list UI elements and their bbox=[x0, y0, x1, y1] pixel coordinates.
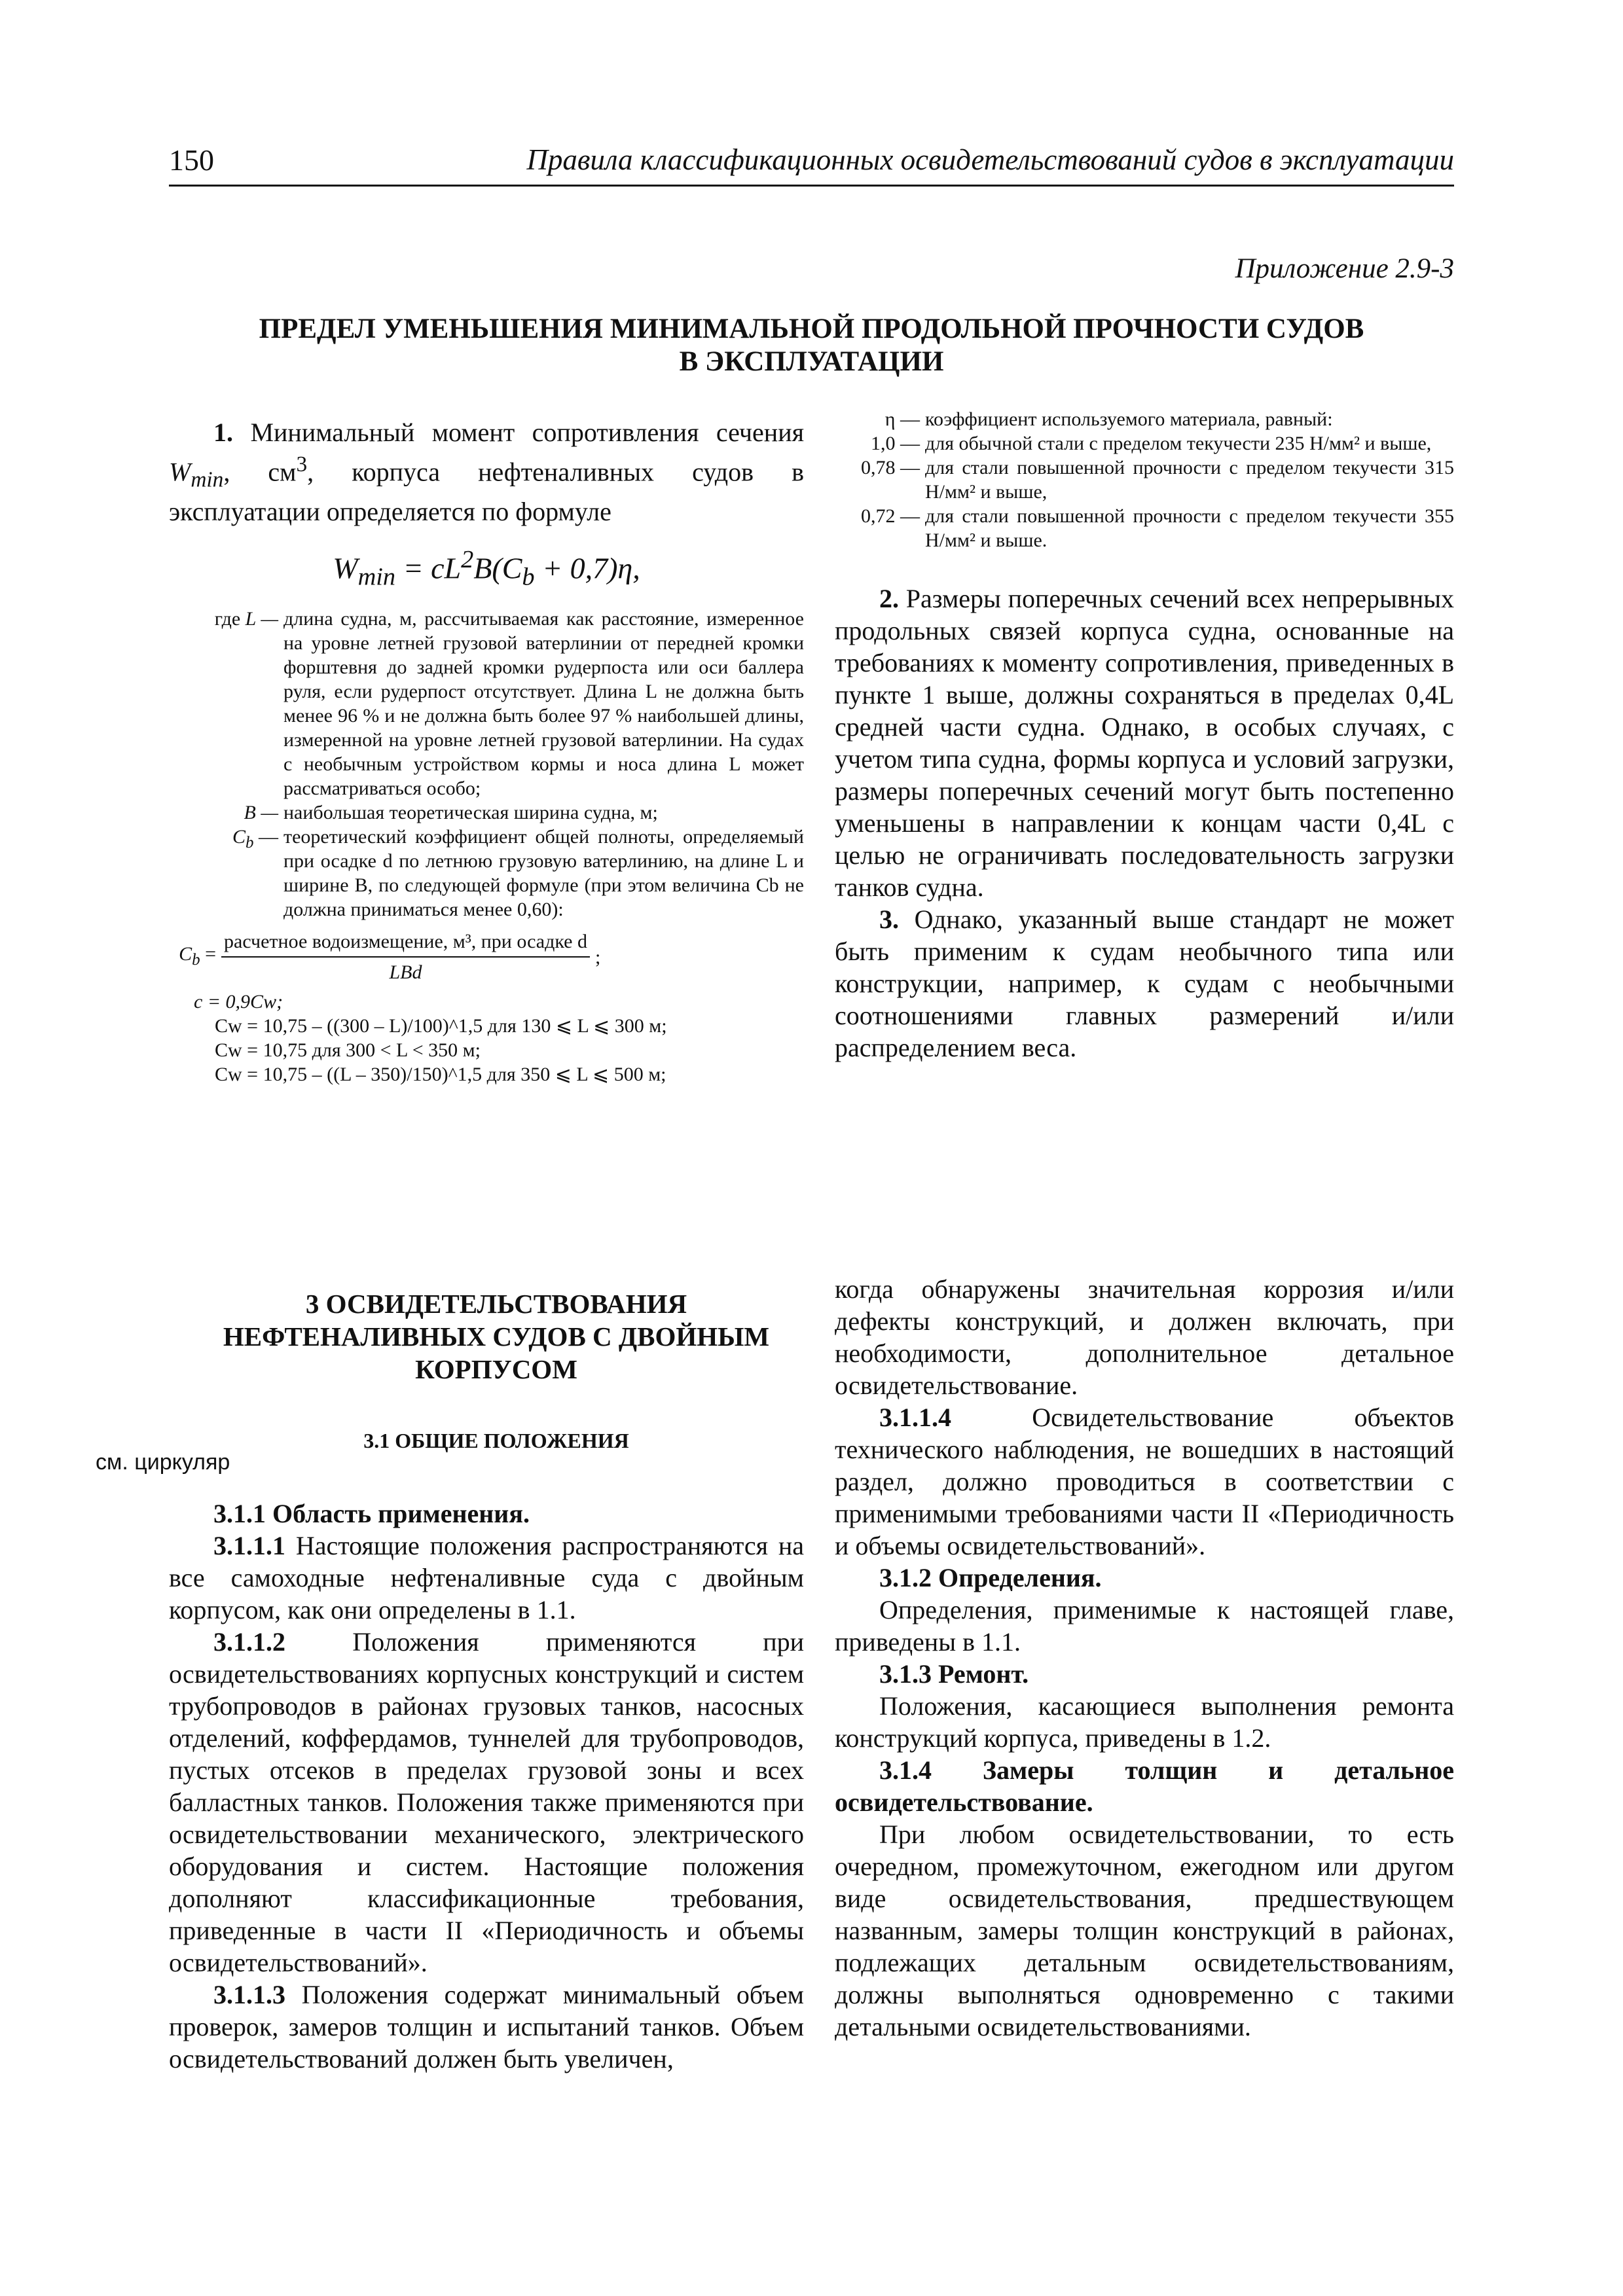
para-3-1-1-3: 3.1.1.3 Положения содержат минимальный объем проверок, замеров толщин и испытаний танков. Объем освидетельствований должен быть увеличен, bbox=[169, 1980, 804, 2073]
cw-formula-3: Cw = 10,75 – ((L – 350)/150)^1,5 для 350 ⩽ L ⩽ 500 м; bbox=[215, 1064, 666, 1085]
definition-eta-1: 1,0 — для обычной стали с пределом текучести 235 Н/мм² и выше, bbox=[871, 433, 1432, 454]
appendix-para-3: 3. Однако, указанный выше стандарт не может быть применим к судам необычного типа или конструкции, например, к судам с необычными соотношениями главных размерений и/или распределением веса. bbox=[835, 905, 1454, 1062]
definition-eta-072: 0,72 — для стали повышенной прочности с пределом текучести 355 Н/мм² и выше. bbox=[861, 505, 1454, 551]
definition-eta: η — коэффициент используемого материала, равный: bbox=[884, 408, 1333, 430]
section-3-1-title: 3.1 ОБЩИЕ ПОЛОЖЕНИЯ bbox=[363, 1429, 629, 1452]
heading-3-1-2: 3.1.2 Определения. bbox=[879, 1563, 1102, 1592]
para-3-1-1-2: 3.1.1.2 Положения применяются при освидетельствованиях корпусных конструкций и систем трубопроводов в районах грузовых танков, насосных отделений, коффердамов, туннелей для трубопроводов, пустых отсеков в пределах грузовой зоны и всех балластных танков. Положения также применяются при освидетельствовании механического, электрического оборудования и систем. Настоящие положения дополняют классификационные требования, приведенные в части II «Периодичность и объемы освидетельствований». bbox=[169, 1627, 805, 1977]
running-title: Правила классификационных освидетельствований судов в эксплуатации bbox=[526, 143, 1454, 176]
eta-definitions bbox=[835, 407, 1454, 552]
appendix-para-2: 2. Размеры поперечных сечений всех непрерывных продольных связей корпуса судна, основанные на требованиях к моменту сопротивления, приведенных в пункте 1 выше, должны сохраняться в пределах 0,4L средней части судна. Однако, в особых случаях, с учетом типа судна, формы корпуса и условий загрузки, размеры поперечных сечений могут быть постепенно уменьшены в направлении к концам части 0,4L с целью не ограничивать последовательность загрузки танков судна. bbox=[835, 584, 1454, 902]
cb-formula: $C_b$ = $\frac{\text{расчетное водоизмещение, м³, при осадке d}}{\text{LBd}}$ ; bbox=[179, 931, 601, 983]
section-3-title: 3 ОСВИДЕТЕЛЬСТВОВАНИЯ НЕФТЕНАЛИВНЫХ СУДОВ С ДВОЙНЫМ КОРПУСОМ bbox=[223, 1289, 770, 1384]
wmin-formula: $W_{min} = cL^2B(C_b + 0,7)\eta$, bbox=[333, 546, 640, 591]
definition-B: B — наибольшая теоретическая ширина судна, м; bbox=[244, 802, 658, 823]
appendix-title bbox=[169, 313, 1454, 378]
appendix-paras-2-3 bbox=[835, 583, 1454, 1064]
definition-Cb: $C_b$ — теоретический коэффициент общей полноты, определяемый при осадке d по летнюю грузовую ватерлинию, на длине L и ширине B, по следующей формуле (при этом величина Cb не должна приниматься менее 0,60): bbox=[232, 826, 804, 920]
appendix-title-line1: ПРЕДЕЛ УМЕНЬШЕНИЯ МИНИМАЛЬНОЙ ПРОДОЛЬНОЙ ПРОЧНОСТИ СУДОВ bbox=[259, 314, 1364, 344]
definitions-list bbox=[169, 607, 804, 1086]
section-3-right-column bbox=[835, 1273, 1454, 2043]
para-3-1-3: Положения, касающиеся выполнения ремонта конструкций корпуса, приведены в 1.2. bbox=[835, 1691, 1454, 1753]
cw-formula-2: Cw = 10,75 для 300 < L < 350 м; bbox=[215, 1039, 481, 1061]
appendix-title-line2: В ЭКСПЛУАТАЦИИ bbox=[679, 346, 944, 377]
definition-eta-078: 0,78 — для стали повышенной прочности с пределом текучести 315 Н/мм² и выше, bbox=[861, 457, 1454, 503]
para-3-1-1-3-cont: когда обнаружены значительная коррозия и/или дефекты конструкций, и должен включать, при необходимости, дополнительное детальное освидетельствование. bbox=[835, 1274, 1454, 1400]
heading-3-1-4: 3.1.4 Замеры толщин и детальное освидетельствование. bbox=[835, 1755, 1454, 1817]
para-3-1-2: Определения, применимые к настоящей главе, приведены в 1.1. bbox=[835, 1595, 1454, 1657]
para-number: 1. bbox=[213, 418, 233, 447]
para-3-1-1-1: 3.1.1.1 Настоящие положения распространяются на все самоходные нефтеналивные суда с двойным корпусом, как они определены в 1.1. bbox=[169, 1531, 804, 1624]
definition-L: где L — длина судна, м, рассчитываемая как расстояние, измеренное на уровне летней грузовой ватерлинии от передней кромки форштевня до задней кромки рудерпоста или оси баллера руля, если рудерпост отсутствует. Длина L не должна быть менее 96 % и не должна быть более 97 % наибольшей длины, измеренной на уровне летней грузовой ватерлинии. На судах с необычным устройством кормы и носа длина L может рассматриваться особо; bbox=[214, 608, 804, 799]
page-number: 150 bbox=[169, 143, 214, 177]
appendix-para-1: 1. Минимальный момент сопротивления сечения $W_{min}$, $см^3$, корпуса нефтеналивных судов в эксплуатации определяется по формуле bbox=[169, 418, 804, 527]
circular-note: см. циркуляр bbox=[96, 1450, 230, 1475]
heading-3-1-1: 3.1.1 Область применения. bbox=[213, 1499, 530, 1528]
para-3-1-4: При любом освидетельствовании, то есть очередном, промежуточном, ежегодном или другом виде освидетельствования, предшествующем названным, замеры толщин конструкций в районах, подлежащих детальным освидетельствованиям, должны выполняться одновременно с такими детальными освидетельствованиями. bbox=[835, 1820, 1454, 2041]
cw-formula-1: Cw = 10,75 – ((300 – L)/100)^1,5 для 130 ⩽ L ⩽ 300 м; bbox=[215, 1015, 667, 1037]
heading-3-1-3: 3.1.3 Ремонт. bbox=[879, 1659, 1029, 1689]
appendix-label: Приложение 2.9-3 bbox=[1235, 253, 1454, 284]
para-3-1-1-4: 3.1.1.4 Освидетельствование объектов технического наблюдения, не вошедших в настоящий раздел, должно проводиться в соответствии с применимыми требованиями части II «Периодичность и объемы освидетельствований». bbox=[835, 1403, 1455, 1560]
c-formula: c = 0,9Cw; bbox=[194, 991, 283, 1013]
cb-fraction: $\frac{\text{расчетное водоизмещение, м³, при осадке d}}{\text{LBd}}$ bbox=[221, 929, 590, 984]
header-rule bbox=[169, 185, 1454, 187]
section-3-left-column bbox=[169, 1498, 804, 2075]
